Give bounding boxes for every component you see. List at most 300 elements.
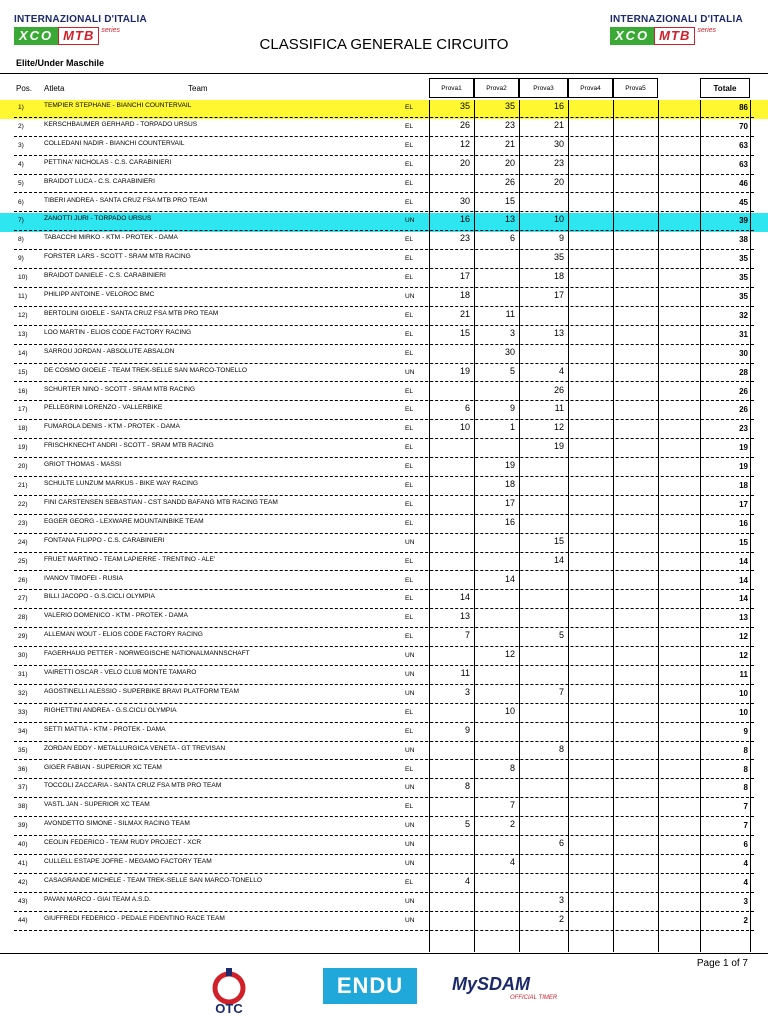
row-athlete-team: IVANOV TIMOFEI - RUSIA	[44, 574, 123, 582]
row-prova1: 20	[459, 157, 470, 168]
brand-xco: XCO	[14, 27, 58, 45]
row-athlete-team: DE COSMO GIOELE - TEAM TREK-SELLE SAN MARCO-TONELLO	[44, 366, 247, 374]
row-divider	[14, 797, 754, 798]
row-total: 13	[739, 613, 748, 623]
row-athlete-team: GRIOT THOMAS - MASSI	[44, 461, 122, 469]
row-total: 14	[739, 575, 748, 585]
row-prova3: 12	[553, 422, 564, 433]
row-prova2: 30	[504, 346, 515, 357]
table-row	[0, 213, 768, 232]
row-category: EL	[405, 425, 414, 433]
table-row	[0, 176, 768, 195]
row-athlete-team: FINI CARSTENSEN SEBASTIAN - CST SANDD BAFANG MTB RACING TEAM	[44, 498, 278, 506]
row-athlete-team: KERSCHBAUMER GERHARD - TORPADO URSUS	[44, 120, 198, 128]
row-total: 14	[739, 556, 748, 566]
row-prova1: 5	[464, 819, 470, 830]
row-category: EL	[405, 595, 414, 603]
row-athlete-team: BERTOLINI GIOELE - SANTA CRUZ FSA MTB PRO TEAM	[44, 309, 219, 317]
row-category: EL	[405, 236, 414, 244]
row-prova3: 8	[558, 743, 564, 754]
row-prova2: 8	[509, 762, 515, 773]
row-divider	[14, 627, 754, 628]
row-prova2: 13	[504, 214, 515, 225]
header-prova2: Prova2	[474, 78, 519, 98]
row-total: 23	[739, 424, 748, 434]
row-prova1: 18	[459, 290, 470, 300]
row-prova2: 2	[509, 819, 515, 830]
row-position: 35)	[18, 746, 28, 754]
row-position: 42)	[18, 878, 28, 886]
row-position: 4)	[18, 160, 24, 168]
row-category: UN	[405, 784, 415, 792]
row-prova2: 20	[504, 157, 515, 168]
row-category: UN	[405, 689, 415, 697]
table-row	[0, 270, 768, 289]
row-divider	[14, 930, 754, 931]
header-prova4: Prova4	[568, 78, 613, 98]
row-category: EL	[405, 349, 414, 357]
table-row	[0, 913, 768, 932]
row-prova1: 23	[459, 233, 470, 244]
otc-logo	[200, 966, 258, 1016]
table-row	[0, 648, 768, 667]
brand-series: series	[697, 27, 717, 34]
row-position: 15)	[18, 368, 28, 376]
row-athlete-team: TOCCOLI ZACCARIA - SANTA CRUZ FSA MTB PRO TEAM	[44, 782, 222, 790]
row-divider	[14, 174, 754, 175]
row-position: 44)	[18, 916, 28, 924]
table-row	[0, 743, 768, 762]
row-position: 40)	[18, 841, 28, 849]
row-category: EL	[405, 878, 414, 886]
row-total: 26	[739, 405, 748, 415]
row-athlete-team: SARROU JORDAN - ABSOLUTE ABSALON	[44, 347, 175, 355]
row-prova1: 19	[459, 365, 470, 376]
row-total: 39	[739, 216, 748, 226]
row-position: 26)	[18, 576, 28, 584]
row-prova2: 14	[504, 573, 515, 584]
row-position: 38)	[18, 803, 28, 811]
row-position: 17)	[18, 406, 28, 414]
row-athlete-team: RIGHETTINI ANDREA - G.S.CICLI OLYMPIA	[44, 706, 177, 714]
row-prova3: 18	[553, 271, 564, 282]
header-prova5: Prova5	[613, 78, 658, 98]
endu-logo: ENDU	[323, 968, 417, 1004]
row-prova2: 5	[509, 365, 515, 376]
row-divider	[14, 192, 754, 193]
row-prova3: 23	[553, 157, 564, 168]
row-divider	[14, 400, 754, 401]
row-prova1: 10	[459, 422, 470, 433]
row-divider	[14, 381, 754, 382]
row-divider	[14, 495, 754, 496]
table-row	[0, 459, 768, 478]
row-category: EL	[405, 576, 414, 584]
brand-series: series	[101, 27, 121, 34]
row-category: EL	[405, 104, 414, 111]
table-row	[0, 421, 768, 440]
row-divider	[14, 741, 754, 742]
row-divider	[14, 363, 754, 364]
row-category: EL	[405, 614, 414, 622]
row-total: 46	[739, 178, 748, 188]
row-category: EL	[405, 160, 414, 168]
row-position: 9)	[18, 255, 24, 263]
row-total: 2	[743, 915, 748, 925]
row-position: 25)	[18, 557, 28, 565]
row-total: 10	[739, 707, 748, 717]
table-row	[0, 894, 768, 913]
row-category: EL	[405, 406, 414, 414]
row-position: 11)	[18, 293, 28, 300]
row-position: 30)	[18, 652, 28, 660]
row-position: 31)	[18, 671, 28, 678]
row-prova2: 11	[505, 308, 515, 319]
table-row	[0, 232, 768, 251]
row-athlete-team: PELLEGRINI LORENZO - VALLERBIKE	[44, 404, 163, 412]
row-position: 22)	[18, 500, 28, 508]
row-divider	[14, 533, 754, 534]
row-total: 11	[739, 670, 748, 679]
row-position: 32)	[18, 689, 28, 697]
table-row	[0, 686, 768, 705]
row-divider	[14, 306, 754, 307]
row-prova1: 12	[459, 138, 470, 149]
row-position: 1)	[18, 104, 24, 111]
row-prova2: 18	[504, 479, 515, 489]
row-prova1: 21	[459, 308, 470, 319]
row-total: 70	[739, 121, 748, 131]
row-category: EL	[405, 122, 414, 130]
row-position: 13)	[18, 330, 28, 338]
row-athlete-team: CEOLIN FEDERICO - TEAM RUDY PROJECT - XCR	[44, 839, 202, 847]
row-prova2: 4	[509, 857, 515, 867]
row-athlete-team: VASTL JAN - SUPERIOR XC TEAM	[44, 801, 150, 809]
row-prova2: 7	[509, 800, 515, 811]
row-category: UN	[405, 897, 415, 905]
row-prova1: 17	[459, 271, 470, 282]
row-athlete-team: VALERIO DOMENICO - KTM - PROTEK - DAMA	[44, 612, 188, 620]
row-prova3: 16	[553, 101, 564, 111]
header-divider	[0, 73, 768, 74]
row-divider	[14, 438, 754, 439]
row-prova3: 13	[553, 327, 564, 338]
row-category: UN	[405, 652, 415, 660]
row-prova3: 26	[553, 384, 564, 395]
footer-divider	[0, 953, 768, 954]
row-prova1: 15	[459, 327, 470, 338]
row-category: UN	[405, 916, 415, 924]
table-row	[0, 289, 768, 308]
row-divider	[14, 117, 754, 118]
row-total: 7	[743, 802, 748, 812]
row-total: 12	[739, 632, 748, 642]
row-prova2: 3	[509, 327, 515, 338]
row-total: 38	[739, 235, 748, 245]
table-row	[0, 724, 768, 743]
row-total: 12	[739, 651, 748, 661]
row-prova1: 11	[460, 668, 470, 678]
row-prova2: 15	[504, 195, 515, 206]
row-athlete-team: PETTINA' NICHOLAS - C.S. CARABINIERI	[44, 158, 172, 166]
row-total: 35	[739, 292, 748, 301]
header-totale: Totale	[700, 78, 750, 98]
row-total: 8	[743, 745, 748, 755]
column-line	[658, 100, 659, 952]
row-position: 28)	[18, 614, 28, 622]
row-total: 17	[739, 499, 748, 509]
table-row	[0, 478, 768, 497]
row-athlete-team: SCHURTER NINO - SCOTT - SRAM MTB RACING	[44, 385, 196, 393]
table-row	[0, 516, 768, 535]
row-position: 12)	[18, 311, 28, 319]
row-prova1: 30	[459, 195, 470, 206]
row-category: EL	[405, 727, 414, 735]
row-total: 4	[743, 877, 748, 887]
row-divider	[14, 854, 754, 855]
row-total: 35	[739, 254, 748, 264]
table-row	[0, 384, 768, 403]
row-prova1: 13	[459, 611, 470, 622]
row-category: EL	[405, 519, 414, 527]
row-prova1: 35	[459, 101, 470, 111]
row-category: EL	[405, 708, 414, 716]
row-position: 34)	[18, 727, 28, 735]
row-prova1: 4	[464, 875, 470, 886]
brand-mtb: MTB	[58, 27, 99, 45]
row-prova2: 10	[504, 705, 515, 716]
row-prova3: 4	[558, 365, 564, 376]
table-row	[0, 100, 768, 119]
row-athlete-team: FONTANA FILIPPO - C.S. CARABINIERI	[44, 536, 165, 544]
row-divider	[14, 608, 754, 609]
row-prova3: 17	[553, 290, 564, 300]
row-prova3: 3	[558, 894, 564, 905]
row-total: 86	[739, 103, 748, 112]
row-category: EL	[405, 274, 414, 282]
row-category: EL	[405, 482, 414, 489]
row-category: EL	[405, 141, 414, 149]
row-total: 32	[739, 310, 748, 320]
row-total: 18	[739, 481, 748, 490]
row-prova2: 16	[504, 516, 515, 527]
row-divider	[14, 589, 754, 590]
row-prova2: 26	[504, 176, 515, 187]
row-divider	[14, 155, 754, 156]
row-divider	[14, 457, 754, 458]
row-total: 35	[739, 273, 748, 283]
row-position: 41)	[18, 860, 28, 867]
row-athlete-team: GIGER FABIAN - SUPERIOR XC TEAM	[44, 763, 162, 771]
row-athlete-team: TEMPIER STEPHANE - BIANCHI COUNTERVAIL	[44, 102, 192, 109]
row-prova3: 20	[553, 176, 564, 187]
row-divider	[14, 684, 754, 685]
row-divider	[14, 646, 754, 647]
table-row	[0, 573, 768, 592]
table-row	[0, 138, 768, 157]
table-row	[0, 157, 768, 176]
table-row	[0, 365, 768, 384]
row-athlete-team: ZANOTTI JURI - TORPADO URSUS	[44, 215, 152, 223]
row-total: 9	[743, 726, 748, 736]
row-prova1: 16	[459, 214, 470, 225]
row-divider	[14, 211, 754, 212]
row-position: 20)	[18, 463, 28, 471]
row-athlete-team: SCHULTE LUNZUM MARKUS - BIKE WAY RACING	[44, 480, 198, 487]
row-category: UN	[405, 860, 415, 867]
row-prova3: 21	[553, 119, 564, 130]
table-row	[0, 535, 768, 554]
row-total: 63	[739, 140, 748, 150]
row-total: 28	[739, 367, 748, 377]
row-category: UN	[405, 671, 415, 678]
row-total: 14	[739, 594, 748, 604]
row-prova3: 5	[558, 630, 564, 641]
row-category: EL	[405, 198, 414, 206]
row-divider	[14, 344, 754, 345]
row-athlete-team: COLLEDANI NADIR - BIANCHI COUNTERVAIL	[44, 139, 185, 147]
header-prova1: Prova1	[429, 78, 474, 98]
row-category: EL	[405, 444, 414, 452]
row-position: 10)	[18, 274, 28, 282]
row-divider	[14, 419, 754, 420]
header-pos: Pos.	[16, 84, 33, 93]
row-category: EL	[405, 633, 414, 641]
table-row	[0, 251, 768, 270]
row-athlete-team: PAVAN MARCO - GIAI TEAM A.S.D.	[44, 895, 151, 903]
otc-logo-text: OTC	[215, 1001, 243, 1016]
row-category: UN	[405, 293, 415, 300]
table-row	[0, 705, 768, 724]
page-number: Page 1 of 7	[696, 958, 748, 969]
row-divider	[14, 552, 754, 553]
column-line	[519, 100, 520, 952]
row-athlete-team: AVONDETTO SIMONE - SILMAX RACING TEAM	[44, 820, 190, 828]
row-prova2: 23	[504, 119, 515, 130]
row-prova3: 7	[558, 686, 564, 697]
row-prova2: 21	[504, 138, 515, 149]
brand-logo-text: INTERNAZIONALI D'ITALIA	[14, 14, 147, 25]
brand-mtb: MTB	[654, 27, 695, 45]
row-divider	[14, 873, 754, 874]
row-category: EL	[405, 463, 414, 471]
table-row	[0, 799, 768, 818]
row-divider	[14, 230, 754, 231]
row-divider	[14, 268, 754, 269]
row-prova3: 6	[558, 838, 564, 849]
mysdam-logo-subtext: OFFICIAL TIMER	[510, 995, 558, 1001]
row-athlete-team: BRAIDOT DANIELE - C.S. CARABINIERI	[44, 272, 166, 280]
row-divider	[14, 911, 754, 912]
row-position: 7)	[18, 217, 24, 225]
row-divider	[14, 722, 754, 723]
row-category: EL	[405, 557, 414, 565]
row-athlete-team: LOO MARTIN - ELIOS CODE FACTORY RACING	[44, 328, 192, 336]
row-athlete-team: FRUET MARTINO - TEAM LAPIERRE - TRENTINO - ALE'	[44, 555, 216, 563]
row-prova3: 30	[553, 138, 564, 149]
row-category: EL	[405, 765, 414, 773]
table-row	[0, 308, 768, 327]
row-prova2: 9	[509, 403, 515, 414]
row-total: 10	[739, 688, 748, 698]
table-row	[0, 818, 768, 837]
row-prova2: 1	[509, 422, 515, 433]
row-divider	[14, 892, 754, 893]
row-divider	[14, 778, 754, 779]
table-row	[0, 667, 768, 686]
category-subtitle: Elite/Under Maschile	[16, 58, 105, 68]
row-athlete-team: TIBERI ANDREA - SANTA CRUZ FSA MTB PRO TEAM	[44, 196, 208, 204]
table-row	[0, 610, 768, 629]
row-total: 63	[739, 159, 748, 169]
column-line	[568, 100, 569, 952]
row-total: 19	[739, 443, 748, 453]
table-row	[0, 554, 768, 573]
row-total: 30	[739, 348, 748, 358]
table-row	[0, 837, 768, 856]
row-divider	[14, 136, 754, 137]
row-athlete-team: SETTI MATTIA - KTM - PROTEK - DAMA	[44, 725, 166, 733]
column-line	[474, 100, 475, 952]
row-prova3: 10	[553, 214, 564, 225]
row-prova1: 7	[464, 630, 470, 641]
row-athlete-team: ZORDAN EDDY - METALLURGICA VENETA - GT TREVISAN	[44, 744, 226, 752]
row-prova1: 26	[459, 119, 470, 130]
row-category: EL	[405, 179, 414, 187]
row-prova1: 6	[464, 403, 470, 414]
row-position: 6)	[18, 198, 24, 206]
row-position: 37)	[18, 784, 28, 792]
row-position: 3)	[18, 141, 24, 149]
row-prova2: 17	[504, 497, 515, 508]
row-prova3: 35	[553, 252, 564, 263]
row-category: UN	[405, 368, 415, 376]
row-position: 8)	[18, 236, 24, 244]
brand-logo-text: INTERNAZIONALI D'ITALIA	[610, 14, 743, 25]
row-prova3: 9	[558, 233, 564, 244]
row-category: UN	[405, 217, 415, 225]
row-athlete-team: ALLEMAN WOUT - ELIOS CODE FACTORY RACING	[44, 631, 203, 639]
row-position: 2)	[18, 122, 24, 130]
table-row	[0, 440, 768, 459]
row-prova3: 19	[553, 441, 564, 452]
row-athlete-team: FAGERHAUG PETTER - NORWEGISCHE NATIONALMANNSCHAFT	[44, 650, 250, 658]
row-category: EL	[405, 311, 414, 319]
brand-xco: XCO	[610, 27, 654, 45]
row-divider	[14, 249, 754, 250]
table-row	[0, 856, 768, 875]
row-athlete-team: FORSTER LARS - SCOTT - SRAM MTB RACING	[44, 253, 191, 261]
table-row	[0, 629, 768, 648]
row-prova3: 15	[553, 535, 564, 546]
row-prova2: 6	[509, 233, 515, 244]
row-total: 8	[743, 764, 748, 774]
row-position: 33)	[18, 708, 28, 716]
table-row	[0, 591, 768, 610]
row-prova3: 2	[558, 913, 564, 924]
row-position: 23)	[18, 519, 28, 527]
row-total: 3	[743, 896, 748, 906]
row-divider	[14, 325, 754, 326]
row-prova1: 8	[464, 781, 470, 792]
table-row	[0, 875, 768, 894]
row-athlete-team: CASAGRANDE MICHELE - TEAM TREK-SELLE SAN MARCO-TONELLO	[44, 876, 263, 884]
row-prova3: 14	[553, 554, 564, 565]
row-athlete-team: PHILIPP ANTOINE - VELOROC BMC	[44, 291, 155, 298]
table-row	[0, 402, 768, 421]
row-category: UN	[405, 746, 415, 754]
row-prova2: 35	[504, 101, 515, 111]
